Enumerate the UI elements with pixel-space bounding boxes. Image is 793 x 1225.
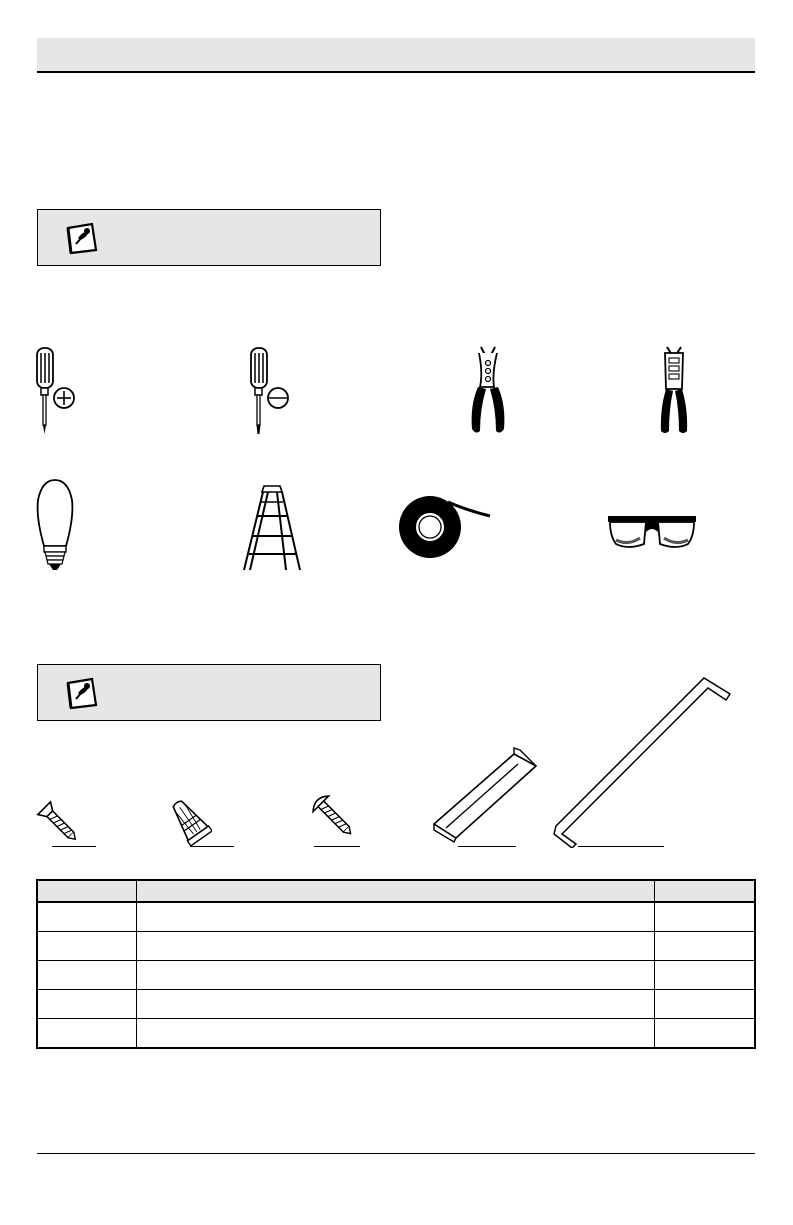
table-row [37,990,755,1019]
hex-key-icon [552,676,734,848]
wire-stripper-icon [466,343,510,437]
table-cell [37,1019,137,1049]
wire-connector-icon [168,796,212,848]
table-row [37,932,755,961]
quantity-line [190,846,234,847]
table-row [37,902,755,932]
wire-crimper-icon [656,343,692,437]
phillips-screwdriver-icon [26,347,78,437]
quantity-line [314,846,360,847]
table-cell [137,990,655,1019]
table-header-row [37,880,755,902]
page-header-bar [37,38,755,73]
table-cell [37,961,137,990]
table-cell [37,902,137,932]
column-header [137,880,655,902]
flathead-screwdriver-icon [240,347,292,437]
parts-table [36,879,756,1049]
table-cell [654,961,755,990]
round-head-screw-icon [304,790,366,846]
note-pin-icon [62,220,100,256]
table-row [37,1019,755,1049]
table-cell [37,990,137,1019]
mounting-bracket-icon [430,744,540,844]
quantity-line [578,846,664,847]
table-cell [37,932,137,961]
quantity-line [458,846,516,847]
table-cell [654,990,755,1019]
note-box-tools [37,209,381,266]
table-cell [137,932,655,961]
note-pin-icon [62,675,100,711]
column-header [654,880,755,902]
electrical-tape-icon [396,494,492,560]
table-cell [654,1019,755,1049]
table-cell [137,961,655,990]
step-ladder-icon [240,482,304,574]
safety-glasses-icon [606,508,698,554]
table-cell [137,1019,655,1049]
table-cell [654,932,755,961]
quantity-line [52,846,96,847]
table-cell [137,902,655,932]
table-cell [654,902,755,932]
note-box-hardware [37,664,381,721]
light-bulb-icon [32,478,78,574]
footer-divider [37,1153,755,1154]
table-row [37,961,755,990]
flat-head-screw-icon [36,798,82,848]
column-header [37,880,137,902]
